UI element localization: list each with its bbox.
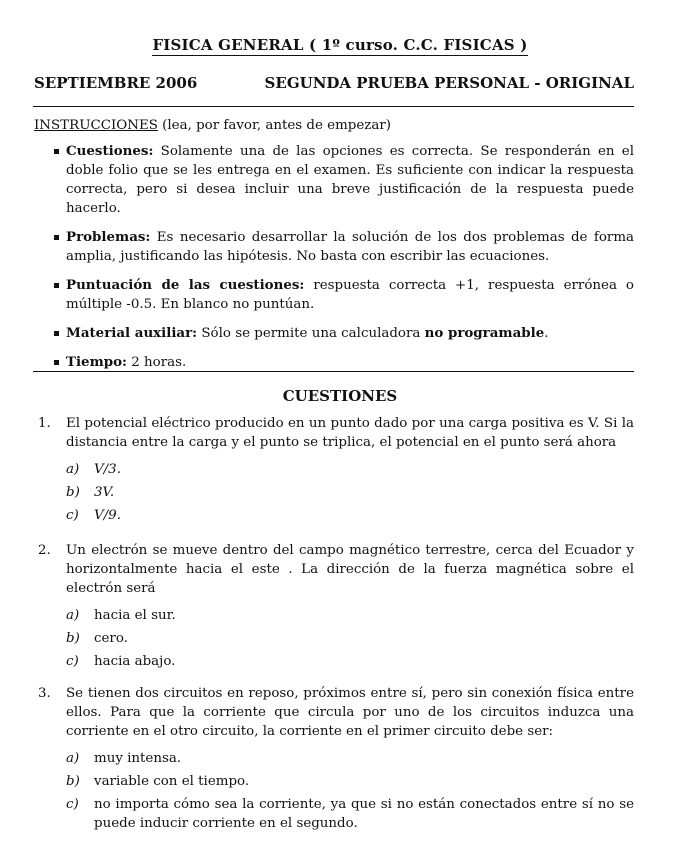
option-letter: a) [66, 462, 80, 477]
option-a [34, 606, 634, 625]
section-divider [33, 371, 634, 372]
option-text: no importa cómo sea la corriente, ya que si no están conectados entre sí no se puede inducir corriente en el segundo. [94, 797, 634, 831]
option-letter: b) [66, 631, 80, 646]
instruction-item [34, 353, 634, 372]
course-title [0, 36, 680, 55]
options-list [34, 460, 634, 525]
instruction-label: Tiempo: [66, 354, 127, 370]
instruction-text: Solamente una de las opciones es correcta. Se responderán en el doble folio que se les entrega en el examen. Es suficiente con indicar la respuesta correcta, pero si desea incluir una breve justificación de la respuesta puede hacerlo. [66, 144, 634, 216]
option-letter: c) [66, 797, 79, 812]
bullet-icon [54, 235, 59, 240]
options-list [34, 606, 634, 671]
option-letter: a) [66, 608, 80, 623]
instruction-item [34, 324, 634, 343]
option-c [34, 795, 634, 833]
bullet-icon [54, 331, 59, 336]
option-c [34, 506, 634, 525]
option-text: V/9. [94, 508, 121, 523]
question-stem: Se tienen dos circuitos en reposo, próximos entre sí, pero sin conexión física entre ellos. Para que la corriente que circula por uno de los circuitos induzca una corriente en el otro circuito, la corriente en el primer circuito debe ser: [66, 686, 634, 739]
option-letter: c) [66, 654, 79, 669]
instruction-item [34, 142, 634, 218]
instruction-item [34, 228, 634, 266]
instructions-heading [34, 116, 634, 135]
bullet-icon [54, 149, 59, 154]
question-1 [34, 414, 634, 529]
option-text: 3V. [94, 485, 115, 500]
question-2 [34, 541, 634, 675]
option-b [34, 772, 634, 791]
option-letter: c) [66, 508, 79, 523]
instructions-title: INSTRUCCIONES [34, 118, 158, 133]
bullet-icon [54, 283, 59, 288]
instruction-item [34, 276, 634, 314]
instruction-tail: . [544, 326, 549, 341]
option-text: hacia abajo. [94, 654, 176, 669]
exam-session: SEPTIEMBRE 2006 [34, 74, 198, 92]
question-3 [34, 684, 634, 837]
options-list [34, 749, 634, 833]
instruction-text: respuesta correcta +1, respuesta errónea o múltiple -0.5. En blanco no puntúan. [66, 278, 634, 312]
option-a [34, 460, 634, 479]
instruction-label: Problemas: [66, 229, 151, 245]
exam-name: SEGUNDA PRUEBA PERSONAL - ORIGINAL [264, 74, 634, 92]
option-text: variable con el tiempo. [94, 774, 250, 789]
instruction-text: Sólo se permite una calculadora [197, 326, 425, 341]
option-letter: b) [66, 774, 80, 789]
instruction-text: Es necesario desarrollar la solución de los dos problemas de forma amplia, justificando las hipótesis. No basta con escribir las ecuaciones. [66, 230, 634, 264]
option-b [34, 629, 634, 648]
question-number: 3. [38, 686, 51, 701]
section-title: CUESTIONES [282, 387, 398, 405]
option-text: V/3. [94, 462, 121, 477]
question-number: 2. [38, 543, 51, 558]
option-letter: b) [66, 485, 80, 500]
instruction-emphasis: no programable [424, 325, 545, 341]
option-text: hacia el sur. [94, 608, 176, 623]
instruction-label: Puntuación de las cuestiones: [66, 277, 305, 293]
question-stem: Un electrón se mueve dentro del campo magnético terrestre, cerca del Ecuador y horizontalmente hacia el este . La dirección de la fuerza magnética sobre el electrón será [66, 543, 634, 596]
course-title-text: FISICA GENERAL ( 1º curso. C.C. FISICAS ) [152, 36, 528, 54]
instruction-label: Material auxiliar: [66, 325, 198, 341]
option-c [34, 652, 634, 671]
option-a [34, 749, 634, 768]
option-text: muy intensa. [94, 751, 182, 766]
question-stem: El potencial eléctrico producido en un punto dado por una carga positiva es V. Si la distancia entre la carga y el punto se triplica, el potencial en el punto será ahora [66, 416, 634, 450]
option-letter: a) [66, 751, 80, 766]
instruction-text: 2 horas. [126, 355, 187, 370]
option-text: cero. [94, 631, 128, 646]
header-divider [33, 106, 634, 107]
instructions-note: (lea, por favor, antes de empezar) [157, 118, 391, 133]
instructions-list [34, 142, 634, 382]
bullet-icon [54, 360, 59, 365]
option-b [34, 483, 634, 502]
instruction-label: Cuestiones: [66, 143, 154, 159]
question-number: 1. [38, 416, 51, 431]
